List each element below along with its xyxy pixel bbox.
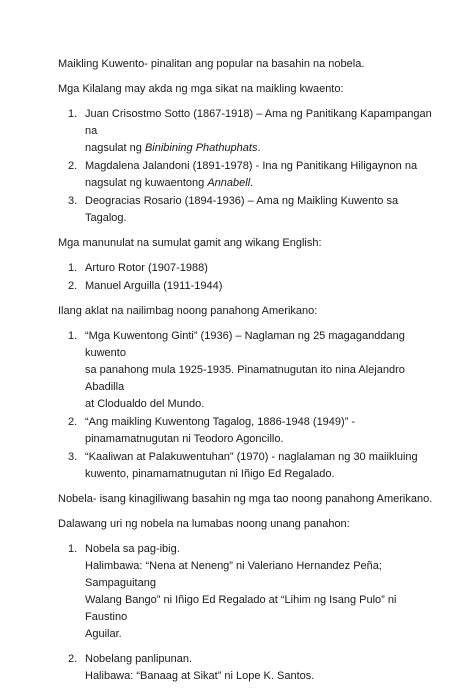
list-text-line: pinamamatnugutan ni Teodoro Agoncillo. [85, 433, 284, 445]
list-text-line: sa panahong mula 1925-1935. Pinamatnugutan ito nina Alejandro Abadilla [85, 364, 405, 393]
list-item [58, 193, 438, 227]
paragraph-kilalang-may-akda: Mga Kilalang may akda ng mga sikat na maikling kwaento: [58, 83, 344, 95]
list-item [58, 106, 438, 157]
paragraph-manunulat-english: Mga manunulat na sumulat gamit ang wikang English: [58, 237, 322, 249]
paragraph-aklat-nailimbag: Ilang aklat na nailimbag noong panahong Amerikano: [58, 305, 318, 317]
list-number: 1. [68, 108, 78, 120]
italic-title: Binibining Phathuphats [144, 142, 258, 154]
list-number: 3. [68, 195, 78, 207]
list-text-line: Deogracias Rosario (1894-1936) – Ama ng Maikling Kuwento sa Tagalog. [85, 195, 399, 224]
list-item [58, 328, 438, 413]
list-number: 1. [68, 330, 78, 342]
list-text-part: . [257, 142, 261, 154]
list-text-part: . [250, 177, 254, 189]
list-item [58, 449, 438, 483]
list-text-line: Magdalena Jalandoni (1891-1978) - Ina ng Panitikang Hiligaynon na [85, 160, 418, 172]
list-number: 3. [68, 451, 78, 463]
list-kilalang-may-akda [58, 106, 438, 227]
list-text-line: Manuel Arguilla (1911-1944) [85, 280, 223, 292]
list-text-line: at Clodualdo del Mundo. [85, 398, 205, 410]
list-number: 1. [68, 543, 78, 555]
list-number: 2. [68, 653, 78, 665]
list-item [58, 278, 438, 295]
list-text-line: Aguilar. [85, 628, 122, 640]
list-aklat-nailimbag [58, 328, 438, 483]
list-text-line [85, 140, 438, 157]
list-text-part: nagsulat ng kuwaentong [85, 177, 208, 189]
list-manunulat-english [58, 260, 438, 295]
list-text-line: Halibawa: “Banaag at Sikat” ni Lope K. Santos. [85, 670, 315, 682]
list-number: 2. [68, 416, 78, 428]
list-text-part: nagsulat ng [85, 142, 145, 154]
list-text-line: Arturo Rotor (1907-1988) [85, 262, 208, 274]
list-uri-ng-nobela [58, 541, 438, 685]
list-text-line: Nobela sa pag-ibig. [85, 543, 180, 555]
list-text-line [85, 175, 438, 192]
document-body [58, 56, 438, 693]
list-text-line: Nobelang panlipunan. [85, 653, 193, 665]
list-item [58, 541, 438, 643]
list-number: 2. [68, 160, 78, 172]
list-item [58, 158, 438, 192]
paragraph-nobela: Nobela- isang kinagiliwang basahin ng mga tao noong panahong Amerikano. [58, 493, 433, 505]
list-text-line: “Mga Kuwentong Ginti” (1936) – Naglaman ng 25 magaganddang kuwento [85, 330, 405, 359]
list-text-line: Halimbawa: “Nena at Neneng” ni Valeriano Hernandez Peña; Sampaguitang [85, 560, 382, 589]
paragraph-maikling-kuwento: Maikling Kuwento- pinalitan ang popular na basahin na nobela. [58, 58, 365, 70]
list-number: 2. [68, 280, 78, 292]
list-text-line: kuwento, pinamamatnugutan ni Iñigo Ed Regalado. [85, 468, 335, 480]
list-text-line: “Ang maikling Kuwentong Tagalog, 1886-1948 (1949)” - [85, 416, 356, 428]
list-text-line: Juan Crisostmo Sotto (1867-1918) – Ama ng Panitikang Kapampangan na [85, 108, 432, 137]
list-text-line: Walang Bango” ni Iñigo Ed Regalado at “Lihim ng Isang Pulo” ni Faustino [85, 594, 397, 623]
paragraph-dalawang-uri: Dalawang uri ng nobela na lumabas noong unang panahon: [58, 518, 350, 530]
italic-title: Annabell [207, 177, 251, 189]
list-number: 1. [68, 262, 78, 274]
list-item [58, 651, 438, 685]
list-item [58, 260, 438, 277]
list-item [58, 414, 438, 448]
list-text-line: “Kaaliwan at Palakuwentuhan” (1970) - naglalaman ng 30 maiikluing [85, 451, 418, 463]
